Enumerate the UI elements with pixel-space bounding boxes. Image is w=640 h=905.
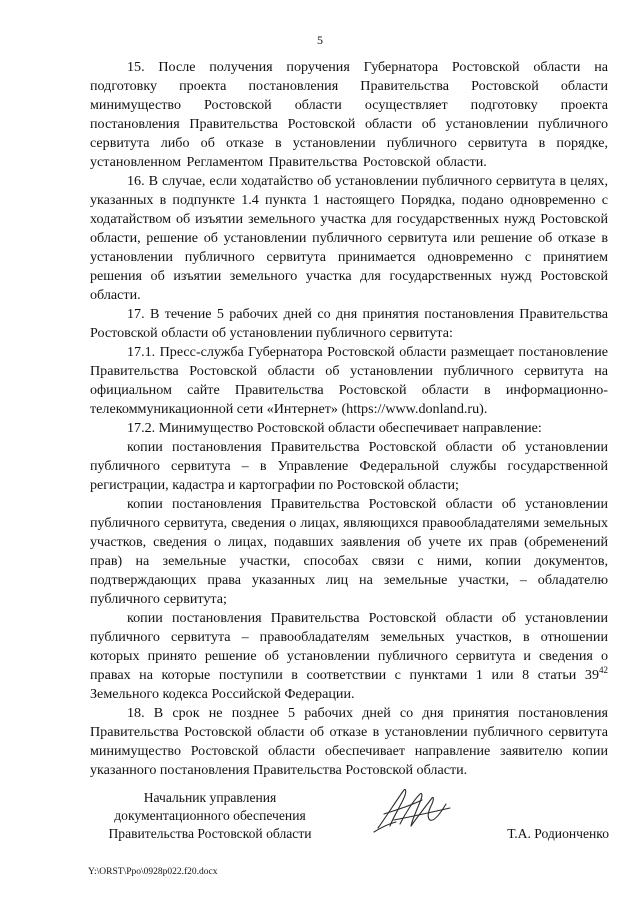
signatory-position-line-1: Начальник управления: [143, 790, 277, 805]
paragraph-copy-owners-end: Земельного кодекса Российской Федерации.: [90, 686, 355, 702]
paragraph-17-1: 17.1. Пресс-служба Губернатора Ростовской области размещает постановление Правительства Ростовской области об установлении публичного сервитута на официальном сайте Правительства Ростовской области в информационно-телекоммуникационной сети «Интернет» (https://www.donland.ru).: [90, 344, 608, 417]
paragraph-copy-holder: копии постановления Правительства Ростовской области об установлении публичного сервитута, сведения о лицах, являющихся правообладателями земельных участков, сведения о лицах, подавших заявления об учете их прав (обременений прав) на земельные участки, способах связи с ними, копии документов, подтверждающих права указанных лиц на земельные участки, – обладателю публичного сервитута;: [90, 496, 608, 607]
paragraph-18: 18. В срок не позднее 5 рабочих дней со дня принятия постановления Правительства Ростовской области об отказе в установлении публичного сервитута минимущество Ростовской области обеспечивает направление заявителю копии указанного постановления Правительства Ростовской области.: [90, 705, 608, 778]
paragraph-15: 15. После получения поручения Губернатора Ростовской области на подготовку проекта постановления Правительства Ростовской области минимущество Ростовской области осуществляет подготовку проекта постановления Правительства Ростовской области об установлении публичного сервитута либо об отказе в установлении публичного сервитута в порядке, установленном Регламентом Правительства Ростовской области.: [90, 59, 608, 170]
handwritten-signature: [370, 780, 470, 840]
article-superscript: 42: [599, 665, 608, 675]
paragraph-copy-rosreestr: копии постановления Правительства Ростовской области об установлении публичного сервитута – в Управление Федеральной службы государственной регистрации, кадастра и картографии по Ростовской области;: [90, 439, 608, 493]
paragraph-17: 17. В течение 5 рабочих дней со дня принятия постановления Правительства Ростовской области об установлении публичного сервитута:: [90, 306, 608, 341]
signatory-position-line-2: документационного обеспечения: [114, 808, 306, 823]
paragraph-16: 16. В случае, если ходатайство об установлении публичного сервитута в целях, указанных в подпункте 1.4 пункта 1 настоящего Порядка, подано одновременно с ходатайством об изъятии земельного участка для государственных нужд Ростовской области, решение об установлении публичного сервитута или решение об отказе в установлении публичного сервитута принимается одновременно с принятием решения об изъятии земельного участка для государственных нужд Ростовской области.: [90, 173, 608, 303]
paragraph-copy-owners: [90, 609, 608, 704]
page-number: 5: [317, 33, 323, 47]
file-path: Y:\ORST\Ppo\0928p022.f20.docx: [88, 867, 218, 877]
paragraph-17-2: 17.2. Минимущество Ростовской области обеспечивает направление:: [127, 420, 542, 436]
document-body: [90, 58, 608, 780]
paragraph-copy-owners-text: копии постановления Правительства Ростовской области об установлении публичного сервитута – правообладателям земельных участков, в отношении которых принято решение об установлении публичного сервитута и сведения о правах на которые поступили в соответствии с пунктами 1 или 8 статьи 39: [90, 610, 608, 683]
signatory-position-line-3: Правительства Ростовской области: [108, 826, 312, 841]
signatory-name: Т.А. Родионченко: [507, 826, 609, 841]
signatory-position: [90, 789, 330, 843]
